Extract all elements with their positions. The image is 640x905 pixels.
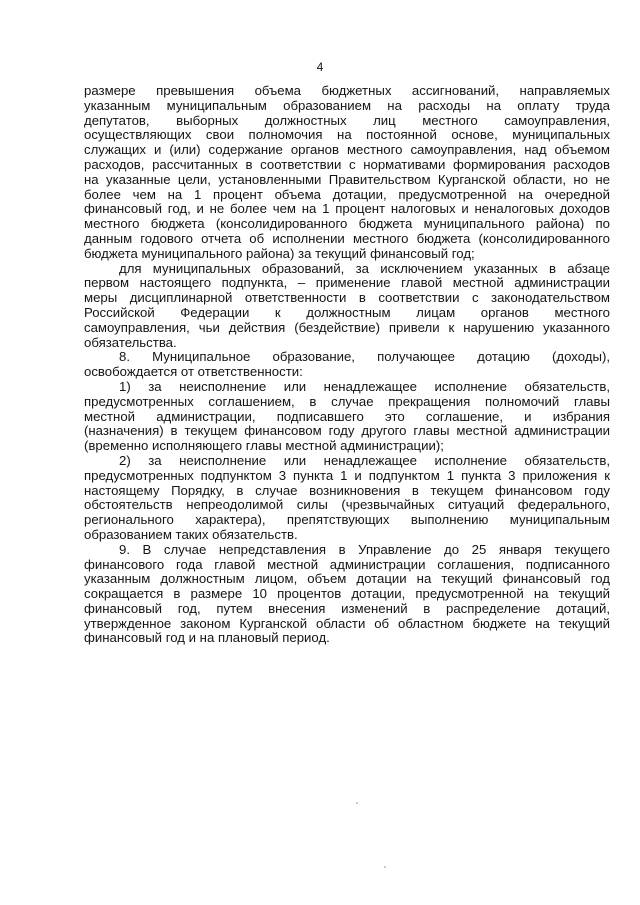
text-line: первом настоящего подпункта, – применение главой местной администрации	[84, 275, 610, 291]
text-line: сокращается в размере 10 процентов дотации, предусмотренной на текущий	[84, 586, 610, 602]
text-line: Российской Федерации к должностным лицам органов местного	[84, 304, 610, 320]
text-line: местной администрации, подписавшего это соглашение, и избрания	[84, 408, 610, 424]
text-line: для муниципальных образований, за исключением указанных в абзаце	[119, 260, 610, 276]
text-line: (назначения) в текущем финансовом году другого главы местной администрации	[84, 423, 610, 439]
text-line: предусмотренных соглашением, в случае прекращения полномочий главы	[84, 393, 610, 409]
paragraph	[84, 262, 610, 351]
paragraph	[84, 454, 610, 543]
paragraph	[84, 84, 610, 262]
text-line: освобождается от ответственности:	[84, 364, 303, 380]
scan-speck	[384, 866, 386, 868]
text-line: (временно исполняющего главы местной администрации);	[84, 438, 444, 454]
paragraph	[84, 350, 610, 380]
text-line: указанным муниципальным образованием на расходы на оплату труда	[84, 97, 610, 113]
text-line: данным годового отчета об исполнении местного бюджета (консолидированного	[84, 230, 610, 246]
text-line: служащих и (или) содержание органов местного самоуправления, над объемом	[84, 142, 610, 158]
document-body	[84, 84, 610, 646]
text-line: расходов, рассчитанных в соответствии с нормативами формирования расходов	[84, 156, 610, 172]
text-line: депутатов, выборных должностных лиц местного самоуправления,	[84, 112, 610, 128]
text-line: финансовый год и на плановый период.	[84, 630, 330, 646]
text-line: указанным должностным лицом, объем дотации на текущий финансовый год	[84, 571, 610, 587]
text-line: 1) за неисполнение или ненадлежащее исполнение обязательств,	[119, 378, 610, 394]
text-line: самоуправления, чьи действия (бездействие) привели к нарушению указанного	[84, 319, 610, 335]
text-line: осуществляющих свои полномочия на постоянной основе, муниципальных	[84, 127, 610, 143]
scan-speck	[356, 802, 358, 804]
text-line: бюджета муниципального района) за текущий финансовый год;	[84, 245, 475, 261]
text-line: размере превышения объема бюджетных ассигнований, направляемых	[84, 83, 610, 98]
text-line: меры дисциплинарной ответственности в соответствии с законодательством	[84, 290, 610, 306]
text-line: на указанные цели, установленными Правительством Курганской области, но не	[84, 171, 610, 187]
text-line: местного бюджета (консолидированного бюджета муниципального района) по	[84, 216, 610, 232]
text-line: 8. Муниципальное образование, получающее дотацию (доходы),	[119, 349, 610, 365]
paragraph	[84, 380, 610, 454]
text-line: предусмотренных подпунктом 3 пункта 1 и подпунктом 1 пункта 3 приложения к	[84, 467, 610, 483]
text-line: 9. В случае непредставления в Управление до 25 января текущего	[119, 541, 610, 557]
page-number: 4	[316, 60, 324, 74]
text-line: образованием таких обязательств.	[84, 526, 298, 542]
text-line: финансовый год, путем внесения изменений в распределение дотаций,	[84, 600, 610, 616]
text-line: финансовый год, и не более чем на 1 процент налоговых и неналоговых доходов	[84, 201, 610, 217]
text-line: финансового года главой местной администрации соглашения, подписанного	[84, 556, 610, 572]
text-line: обстоятельств непреодолимой силы (чрезвычайных ситуаций федерального,	[84, 497, 610, 513]
text-line: более чем на 1 процент объема дотации, предусмотренной на очередной	[84, 186, 610, 202]
text-line: обязательства.	[84, 334, 177, 350]
text-line: утвержденное законом Курганской области об областном бюджете на текущий	[84, 615, 610, 631]
text-line: настоящему Порядку, в случае возникновения в текущем финансовом году	[84, 482, 610, 498]
paragraph	[84, 543, 610, 647]
text-line: регионального характера), препятствующих выполнению муниципальным	[84, 512, 610, 528]
text-line: 2) за неисполнение или ненадлежащее исполнение обязательств,	[119, 452, 610, 468]
